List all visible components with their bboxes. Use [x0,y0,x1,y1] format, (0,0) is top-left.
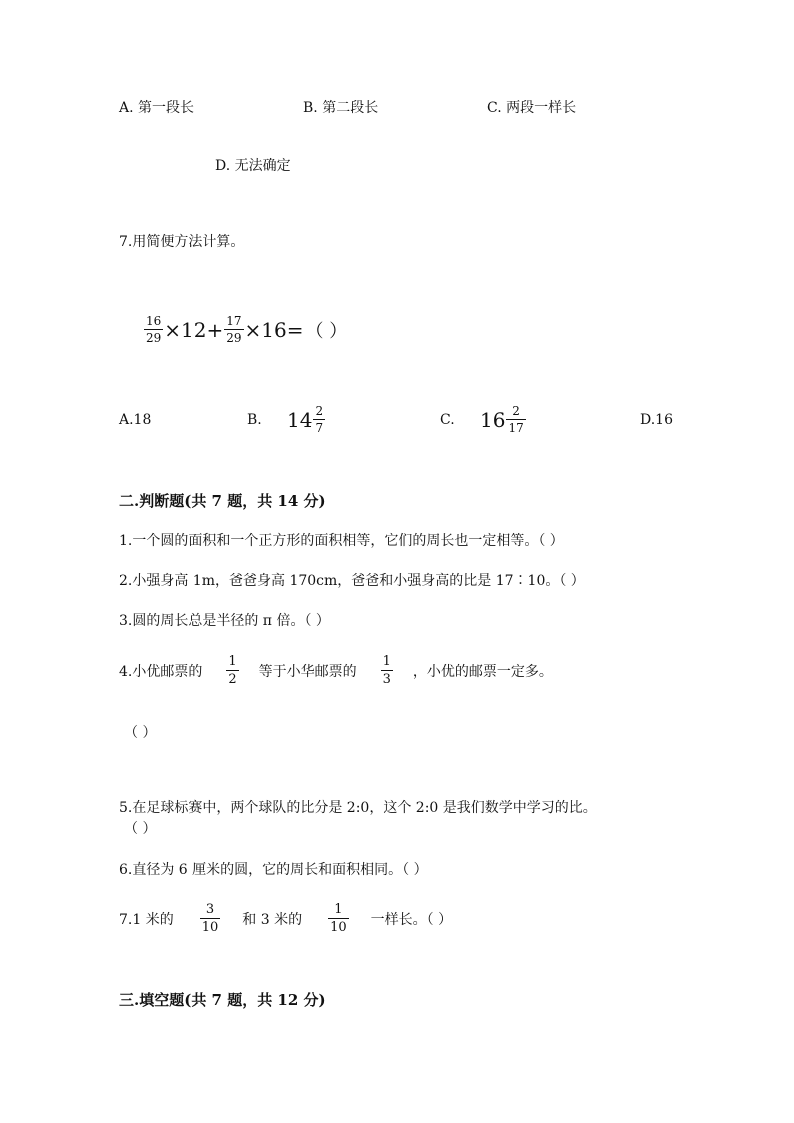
q7-option-a: A.18 [119,412,152,428]
fraction-17-29: $\frac{17}{29}$ [226,314,242,345]
judge-item-3: 3.圆的周长总是半径的 π 倍。（ ） [119,613,330,629]
option-c: C. 两段一样长 [487,100,577,116]
fraction-1-3: $\frac{1}{3}$ [382,654,391,687]
fraction-3-10: $\frac{3}{10}$ [201,902,219,935]
section-2-heading: 二.判断题(共 7 题，共 14 分) [119,492,326,510]
option-a: A. 第一段长 [119,100,195,116]
judge-item-4-blank: （ ） [124,725,157,741]
q7-option-c-label: C. [440,412,455,428]
judge-item-2: 2.小强身高 1m，爸爸身高 170cm，爸爸和小强身高的比是 17∶10。（ ） [119,573,585,589]
section-3-heading: 三.填空题(共 7 题，共 12 分) [119,991,326,1009]
judge-item-5: 5.在足球标赛中，两个球队的比分是 2:0，这个 2:0 是我们数学中学习的比。 [119,800,597,816]
q7-option-b-label: B. [247,412,262,428]
option-d: D. 无法确定 [215,158,291,174]
q7-option-c-value: 16 $\frac{2}{17}$ [480,404,524,435]
judge-item-5-blank: （ ） [124,821,157,837]
fraction-16-29: $\frac{16}{29}$ [146,314,162,345]
question-7-formula: $\frac{16}{29}$ ×12+ $\frac{17}{29}$ ×16= （ ） [146,314,348,345]
q7-option-b-value: 14 $\frac{2}{7}$ [287,404,324,435]
judge-item-4: 4.小优邮票的 $\frac{1}{2}$ 等于小华邮票的 $\frac{1}{3}$ ，小优的邮票一定多。 [119,654,553,687]
option-b: B. 第二段长 [303,100,379,116]
judge-item-1: 1.一个圆的面积和一个正方形的面积相等，它们的周长也一定相等。（ ） [119,533,564,549]
judge-item-7: 7.1 米的 $\frac{3}{10}$ 和 3 米的 $\frac{1}{10}$ 一样长。（ ） [119,902,453,935]
fraction-1-10: $\frac{1}{10}$ [330,902,347,935]
q7-option-d: D.16 [640,412,673,428]
question-7-prompt: 7.用简便方法计算。 [119,234,245,250]
judge-item-6: 6.直径为 6 厘米的圆，它的周长和面积相同。（ ） [119,862,428,878]
fraction-1-2: $\frac{1}{2}$ [228,654,237,687]
